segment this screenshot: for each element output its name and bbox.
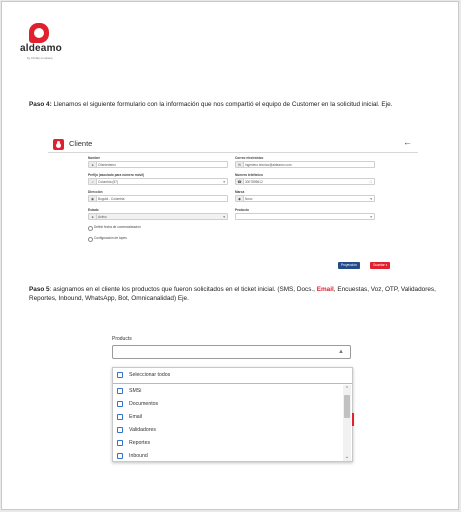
product-option-label: SMSi [129, 388, 142, 394]
estado-value: Activo [98, 215, 107, 219]
prefijo-value: Colombia (57) [98, 180, 119, 184]
producto-label: Producto [235, 208, 249, 212]
product-option-label: Validadores [129, 427, 157, 433]
products-select[interactable] [112, 345, 351, 359]
direccion-label: Dirección [88, 190, 103, 194]
dropdown-scrollbar[interactable] [343, 385, 351, 461]
nombre-value: Clientedemo [98, 163, 116, 167]
cliente-title: Cliente [69, 139, 93, 148]
document-page [1, 1, 459, 510]
dropdown-divider [113, 383, 352, 384]
logo-wordmark: aldeamo [20, 43, 62, 54]
paso5-text-after: , Encuestas, Voz, OTP, Validadores, Reportes, Inbound, WhatsApp, Bot, Omnicanalidad) Eje. [29, 286, 436, 302]
select-all-checkbox[interactable] [117, 372, 123, 378]
paso4-paragraph [29, 100, 439, 109]
chevron-down-icon: ▾ [223, 215, 225, 219]
arrow-left-icon[interactable]: ← [403, 137, 412, 147]
product-checkbox[interactable] [117, 388, 123, 394]
marca-select[interactable] [235, 195, 375, 202]
paso5-label: Paso 5 [29, 286, 50, 293]
tag-icon: ◆ [236, 196, 244, 201]
product-option-label: Documentos [129, 401, 159, 407]
header-divider [48, 152, 418, 153]
paso5-paragraph [29, 285, 439, 303]
correo-field[interactable] [235, 161, 375, 168]
paso4-text: Llenamos el siguiente formulario con la información que nos compartió el equipo de Customer en la solicitud inicial. Eje. [51, 101, 393, 108]
paso5-highlight: Email [316, 286, 334, 293]
product-option-label: Inbound [129, 453, 148, 459]
proyeccion-button[interactable] [338, 262, 360, 269]
nombre-label: Nombre [88, 156, 101, 160]
correo-label: Correo electrónico [235, 156, 264, 160]
chevron-up-icon[interactable]: ⌃ [344, 386, 350, 392]
configuracion-topes-label: Configuración de topes [94, 236, 127, 240]
direccion-field[interactable] [88, 195, 228, 202]
product-checkbox[interactable] [117, 440, 123, 446]
correo-value: ingeniero.tecnico@aldeamo.com [245, 163, 292, 167]
paso4-label: Paso 4: [29, 101, 52, 108]
marca-value: Novo [245, 197, 253, 201]
configuracion-topes-radio[interactable] [88, 237, 93, 242]
product-option-label: Email [129, 414, 142, 420]
paso5-text-before: : asignamos en el cliente los productos que fueron solicitados en el ticket inicial. (SMS, Docs., [49, 286, 317, 293]
marca-label: Marca [235, 190, 245, 194]
product-option-label: Reportes [129, 440, 151, 446]
estado-label: Estado [88, 208, 99, 212]
estado-select[interactable] [88, 213, 228, 220]
phone-icon: ☎ [236, 179, 244, 184]
proyeccion-label: Proyección [341, 263, 357, 267]
fecha-comercializacion-radio[interactable] [88, 226, 93, 231]
chevron-up-icon: ▲ [338, 349, 344, 355]
background-button-edge [352, 413, 354, 426]
guardar-label: Guardar [373, 263, 385, 267]
select-all-label: Seleccionar todos [129, 372, 171, 378]
clear-icon: □ [369, 180, 372, 184]
nombre-field[interactable] [88, 161, 228, 168]
product-checkbox[interactable] [117, 414, 123, 420]
location-pin-icon: ◉ [89, 196, 97, 201]
chevron-down-icon: ▾ [370, 197, 372, 201]
products-dropdown [112, 367, 353, 462]
fecha-comercializacion-label: Definir fecha de comercialización [94, 225, 141, 229]
direccion-value: Bogotá - Colombia [98, 197, 125, 201]
telefono-value: 3007895612 [245, 180, 263, 184]
logo-tagline: by infobip company [27, 56, 53, 60]
chevron-down-icon[interactable]: ⌄ [344, 454, 350, 460]
telefono-field[interactable] [235, 178, 375, 185]
prefijo-label: Prefijo (asociado para número móvil) [88, 173, 145, 177]
status-icon: ● [89, 214, 97, 219]
client-user-icon [53, 139, 64, 150]
producto-select[interactable] [235, 213, 375, 220]
aldeamo-logo-icon [29, 23, 49, 43]
product-checkbox[interactable] [117, 427, 123, 433]
product-checkbox[interactable] [117, 453, 123, 459]
user-icon: ● [89, 162, 97, 167]
chevron-down-icon: ▾ [370, 215, 372, 219]
products-label: Products [112, 336, 132, 342]
globe-icon: ○ [89, 179, 97, 184]
telefono-label: Número telefónico [235, 173, 263, 177]
prefijo-select[interactable] [88, 178, 228, 185]
product-checkbox[interactable] [117, 401, 123, 407]
envelope-icon: ✉ [236, 162, 244, 167]
scrollbar-thumb[interactable] [344, 395, 350, 418]
cliente-form-screenshot [48, 136, 418, 274]
guardar-button[interactable]: Guardar ▾ [370, 262, 390, 269]
chevron-down-icon: ▾ [223, 180, 225, 184]
